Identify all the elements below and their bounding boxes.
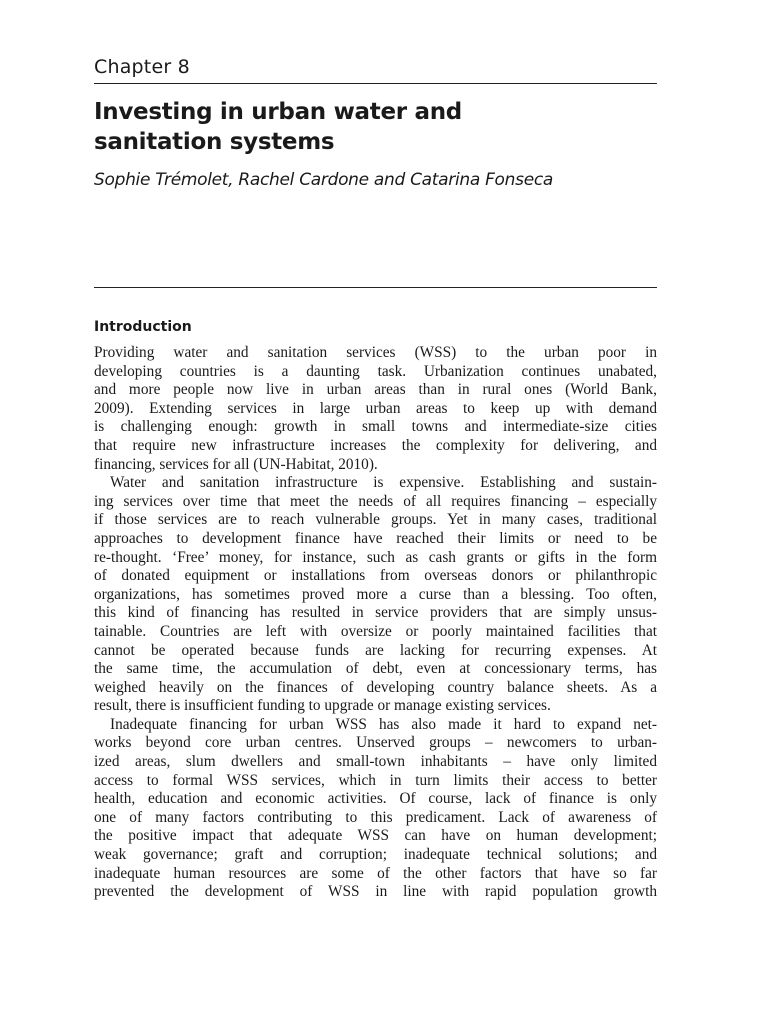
text-line: weak governance; graft and corruption; inadequate technical solutions; and bbox=[94, 846, 657, 864]
text-line: developing countries is a daunting task. Urbanization continues unabated, bbox=[94, 362, 657, 380]
title-block-rule bbox=[94, 287, 657, 288]
text-line: and more people now live in urban areas than in rural ones (World Bank, bbox=[94, 381, 657, 399]
text-line: 2009). Extending services in large urban areas to keep up with demand bbox=[94, 399, 657, 417]
text-line: tainable. Countries are left with oversize or poorly maintained facilities that bbox=[94, 622, 657, 640]
body-text bbox=[94, 344, 657, 902]
text-line: prevented the development of WSS in line with rapid population growth bbox=[94, 883, 657, 901]
text-line: cannot be operated because funds are lacking for recurring expenses. At bbox=[94, 641, 657, 659]
chapter-label: Chapter 8 bbox=[94, 56, 190, 78]
text-line: ing services over time that meet the needs of all requires financing – especially bbox=[94, 492, 657, 510]
text-line: if those services are to reach vulnerable groups. Yet in many cases, traditional bbox=[94, 511, 657, 529]
text-line: is challenging enough: growth in small towns and intermediate-size cities bbox=[94, 418, 657, 436]
text-line: inadequate human resources are some of the other factors that have so far bbox=[94, 864, 657, 882]
text-line: result, there is insufficient funding to upgrade or manage existing services. bbox=[94, 697, 551, 715]
text-line: works beyond core urban centres. Unserved groups – newcomers to urban- bbox=[94, 734, 657, 752]
text-line: access to formal WSS services, which in turn limits their access to better bbox=[94, 771, 657, 789]
text-line: the same time, the accumulation of debt, even at concessionary terms, has bbox=[94, 660, 657, 678]
text-line: of donated equipment or installations from overseas donors or philanthropic bbox=[94, 567, 657, 585]
text-line: financing, services for all (UN-Habitat, 2010). bbox=[94, 455, 378, 473]
chapter-title-line: Investing in urban water and bbox=[94, 99, 462, 125]
text-line: ized areas, slum dwellers and small-town inhabitants – have only limited bbox=[94, 753, 657, 771]
text-line: approaches to development finance have reached their limits or need to be bbox=[94, 529, 657, 547]
text-line: one of many factors contributing to this predicament. Lack of awareness of bbox=[94, 808, 657, 826]
text-line: Providing water and sanitation services (WSS) to the urban poor in bbox=[94, 344, 657, 361]
chapter-title bbox=[94, 97, 657, 157]
text-line: Inadequate financing for urban WSS has also made it hard to expand net- bbox=[110, 715, 657, 733]
text-line: re-thought. ‘Free’ money, for instance, such as cash grants or gifts in the form bbox=[94, 548, 657, 566]
text-line: this kind of financing has resulted in service providers that are simply unsus- bbox=[94, 604, 657, 622]
text-line: weighed heavily on the finances of developing country balance sheets. As a bbox=[94, 678, 657, 696]
text-line: health, education and economic activities. Of course, lack of finance is only bbox=[94, 790, 657, 808]
chapter-authors: Sophie Trémolet, Rachel Cardone and Catarina Fonseca bbox=[94, 170, 554, 190]
text-line: Water and sanitation infrastructure is expensive. Establishing and sustain- bbox=[110, 474, 657, 492]
header-rule bbox=[94, 83, 657, 84]
text-line: organizations, has sometimes proved more a curse than a blessing. Too often, bbox=[94, 585, 657, 603]
text-line: the positive impact that adequate WSS can have on human development; bbox=[94, 827, 657, 845]
text-line: that require new infrastructure increases the complexity for delivering, and bbox=[94, 436, 657, 454]
chapter-title-line: sanitation systems bbox=[94, 129, 335, 155]
section-heading: Introduction bbox=[94, 319, 192, 335]
